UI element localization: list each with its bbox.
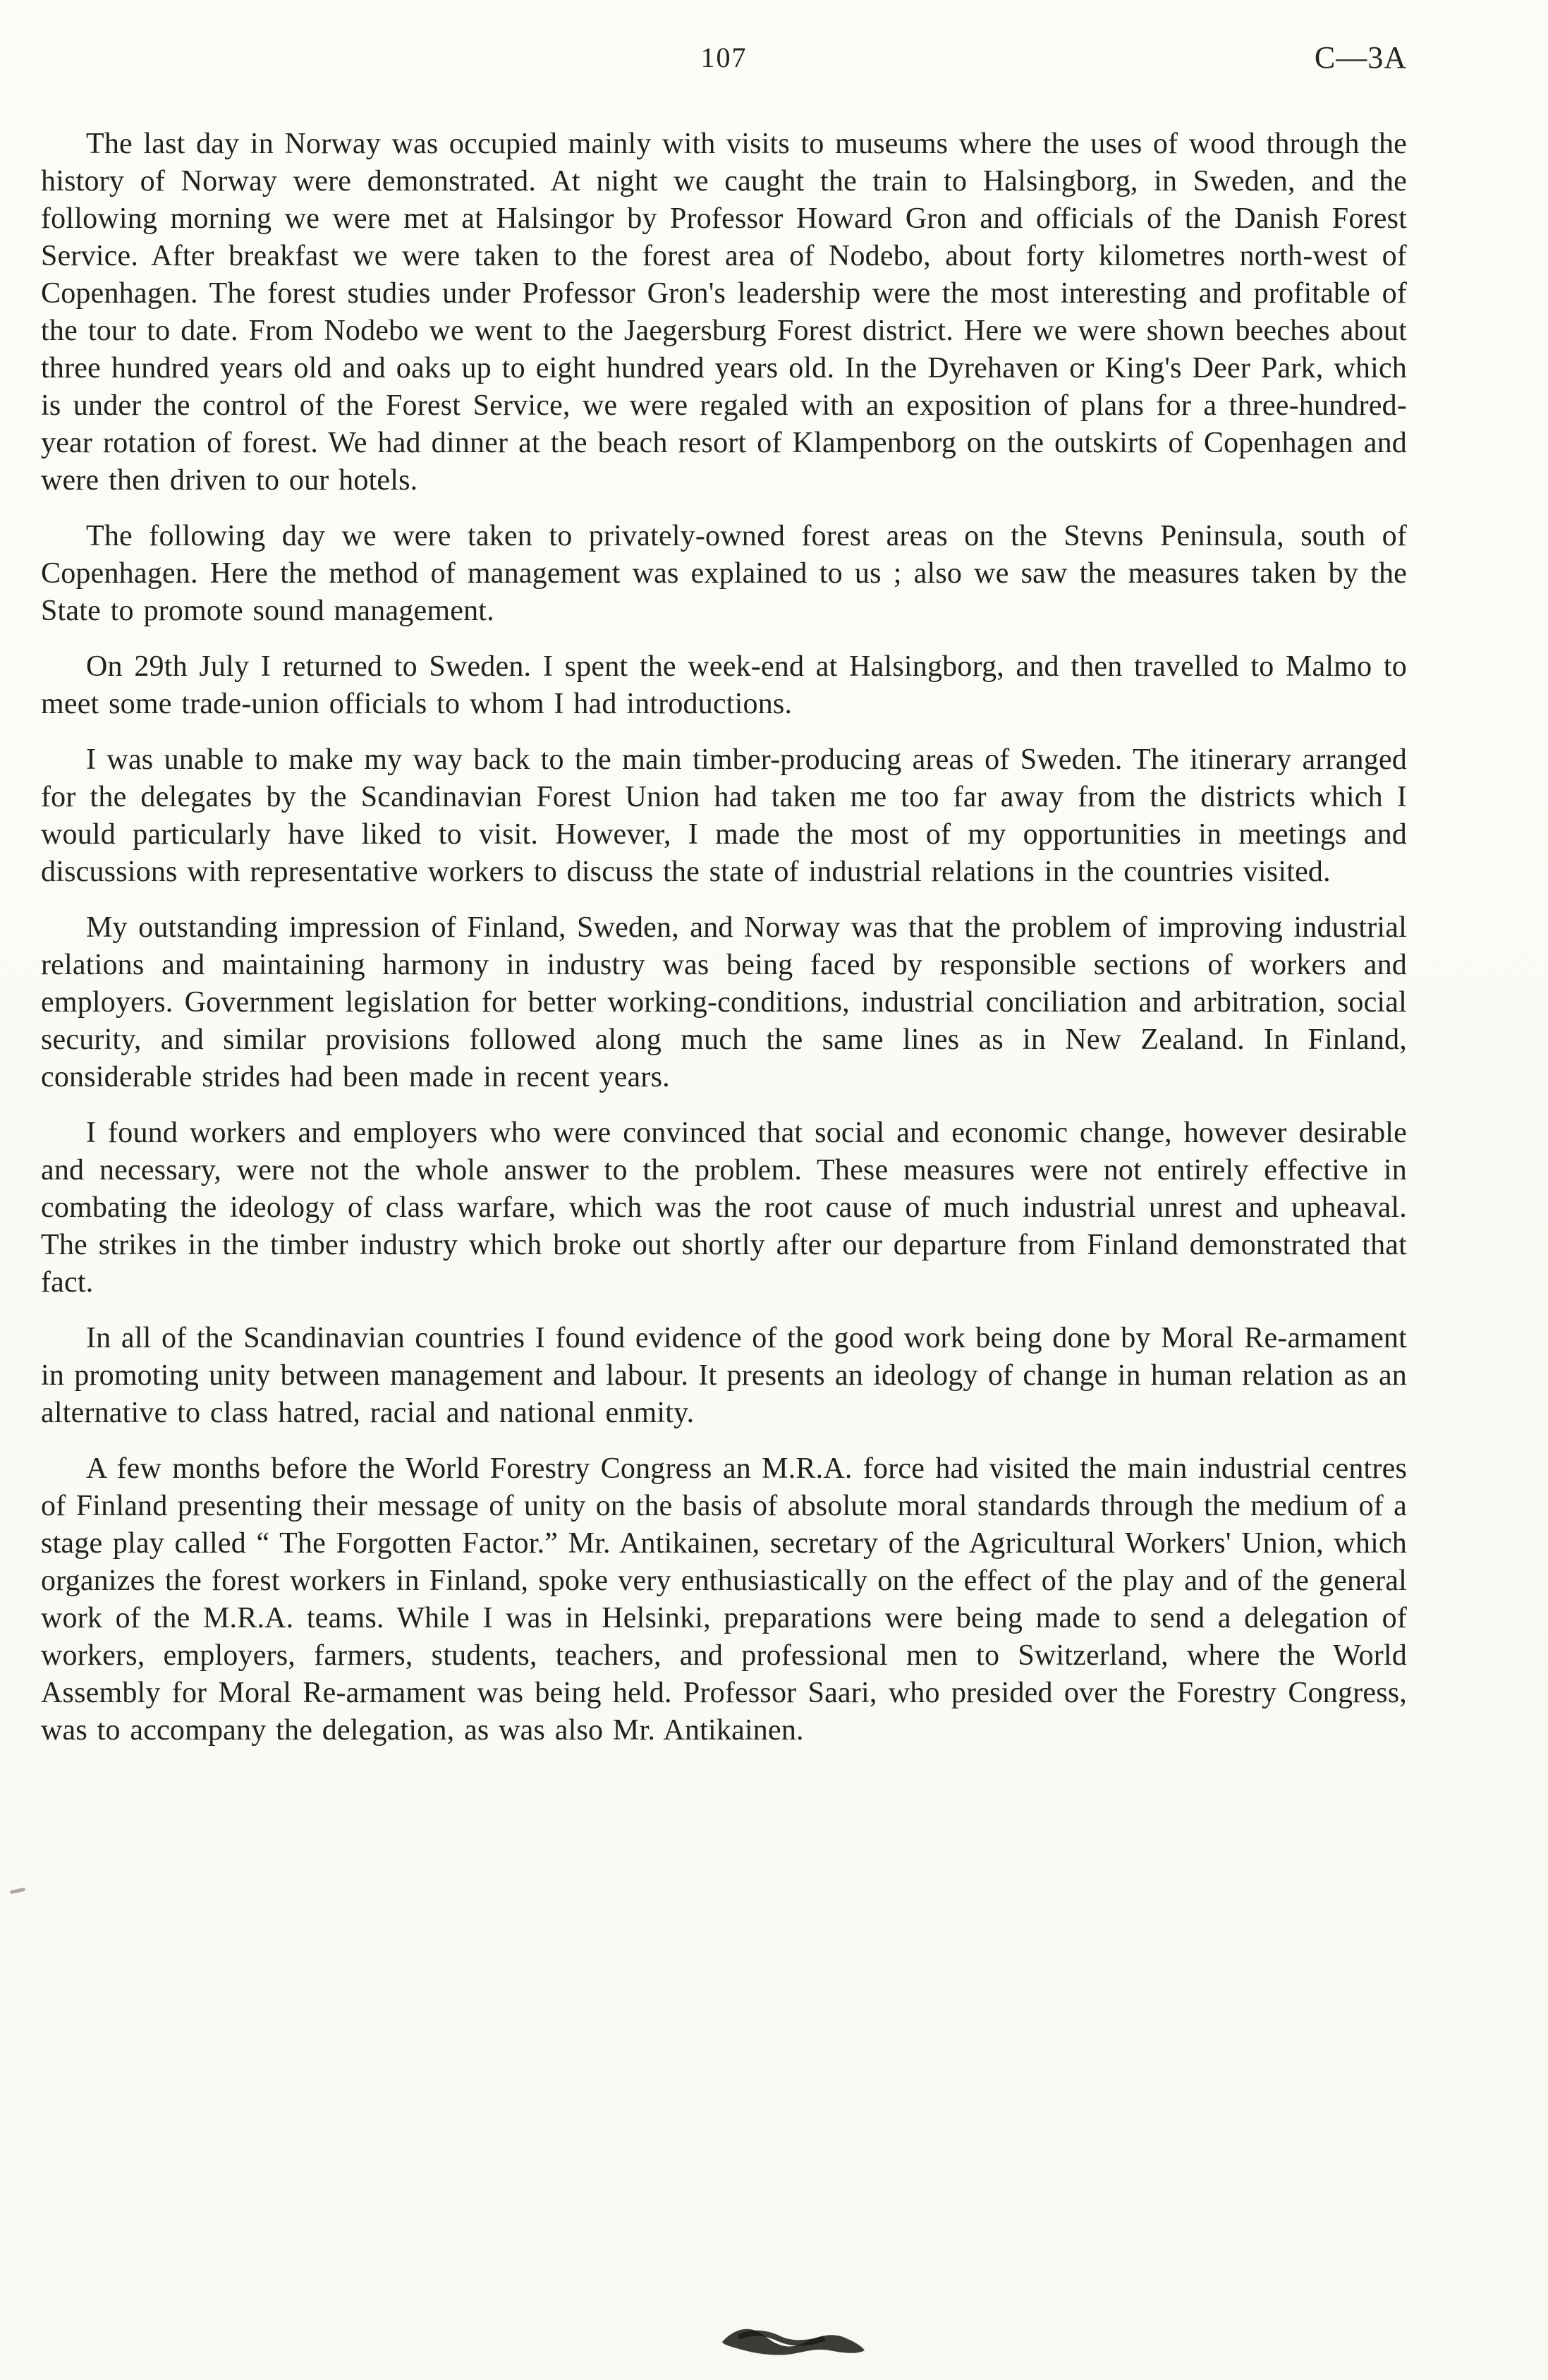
page-header (41, 41, 1407, 83)
ink-smudge-shape (719, 2315, 867, 2364)
page-number: 107 (700, 42, 748, 73)
document-body (41, 126, 1407, 1768)
scan-margin-mark-artifact (10, 1888, 26, 1894)
paragraph: I found workers and employers who were convinced that social and economic change, however desirable and necessary, were not the whole answer to the problem. These measures were not entirely effective in combating the ideology of class warfare, which was the root cause of much industrial unrest and upheaval. The strikes in the timber industry which broke out shortly after our departure from Finland demonstrated that fact. (41, 1117, 1407, 1299)
ink-smudge-artifact (719, 2315, 867, 2364)
paragraph: The following day we were taken to privately-owned forest areas on the Stevns Peninsula, south of Copenhagen. Here the method of management was explained to us ; also we saw the measures taken by the State to promote sound management. (41, 520, 1407, 627)
paragraph: My outstanding impression of Finland, Sweden, and Norway was that the problem of improving industrial relations and maintaining harmony in industry was being faced by responsible sections of workers and employers. Government legislation for better working-conditions, industrial conciliation and arbitration, social security, and similar provisions followed along much the same lines as in New Zealand. In Finland, considerable strides had been made in recent years. (41, 911, 1407, 1093)
paragraph: On 29th July I returned to Sweden. I spent the week-end at Halsingborg, and then travelled to Malmo to meet some trade-union officials to whom I had introductions. (41, 650, 1407, 720)
paragraph: In all of the Scandinavian countries I found evidence of the good work being done by Moral Re-armament in promoting unity between management and labour. It presents an ideology of change in human relation as an alternative to class hatred, racial and national enmity. (41, 1322, 1407, 1429)
section-code: C—3A (1314, 40, 1407, 75)
paragraph: The last day in Norway was occupied mainly with visits to museums where the uses of wood through the history of Norway were demonstrated. At night we caught the train to Halsingborg, in Sweden, and the following morning we were met at Halsingor by Professor Howard Gron and officials of the Danish Forest Service. After breakfast we were taken to the forest area of Nodebo, about forty kilometres north-west of Copenhagen. The forest studies under Professor Gron's leadership were the most interesting and profitable of the tour to date. From Nodebo we went to the Jaegersburg Forest district. Here we were shown beeches about three hundred years old and oaks up to eight hundred years old. In the Dyrehaven or King's Deer Park, which is under the control of the Forest Service, we were regaled with an exposition of plans for a three-hundred-year rotation of forest. We had dinner at the beach resort of Klampenborg on the outskirts of Copenhagen and were then driven to our hotels. (41, 128, 1407, 497)
paragraph: I was unable to make my way back to the main timber-producing areas of Sweden. The itinerary arranged for the delegates by the Scandinavian Forest Union had taken me too far away from the districts which I would particularly have liked to visit. However, I made the most of my opportunities in meetings and discussions with representative workers to discuss the state of industrial relations in the countries visited. (41, 743, 1407, 888)
paragraph: A few months before the World Forestry Congress an M.R.A. force had visited the main industrial centres of Finland presenting their message of unity on the basis of absolute moral standards through the medium of a stage play called “ The Forgotten Factor.” Mr. Antikainen, secretary of the Agricultural Workers' Union, which organizes the forest workers in Finland, spoke very enthusiastically on the effect of the play and of the general work of the M.R.A. teams. While I was in Helsinki, preparations were being made to send a delegation of workers, employers, farmers, students, teachers, and professional men to Switzerland, where the World Assembly for Moral Re-armament was being held. Professor Saari, who presided over the Forestry Congress, was to accompany the delegation, as was also Mr. Antikainen. (41, 1452, 1407, 1747)
